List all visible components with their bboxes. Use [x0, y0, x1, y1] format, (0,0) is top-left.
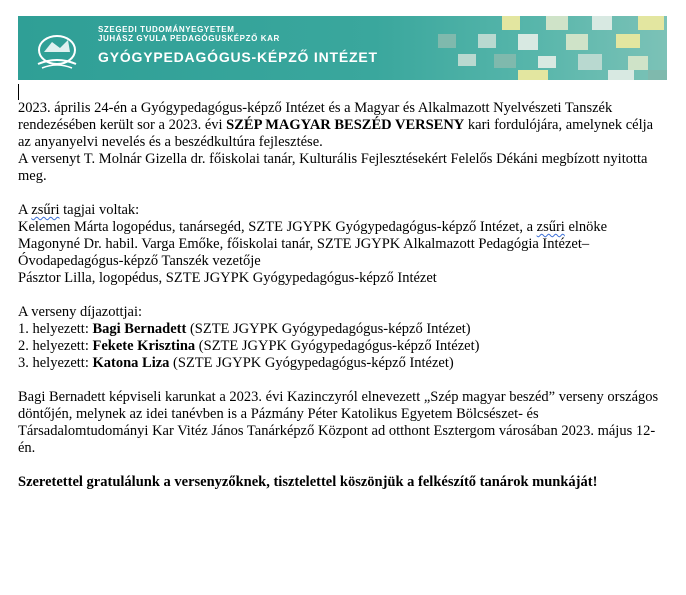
- winner-1: 1. helyezett: Bagi Bernadett (SZTE JGYPK Gyógypedagógus-képző Intézet): [18, 321, 471, 337]
- winner-3: 3. helyezett: Katona Liza (SZTE JGYPK Gyógypedagógus-képző Intézet): [18, 355, 454, 371]
- seal-logo-icon: [32, 30, 82, 72]
- decor-tile: [458, 54, 476, 66]
- decor-tile: [592, 16, 612, 30]
- university-line-2: JUHÁSZ GYULA PEDAGÓGUSKÉPZŐ KAR: [98, 34, 280, 43]
- header-banner: [18, 16, 667, 80]
- winner-2: 2. helyezett: Fekete Krisztina (SZTE JGYPK Gyógypedagógus-képző Intézet): [18, 338, 480, 354]
- decor-tile: [494, 54, 516, 68]
- jury-heading: A zsűri tagjai voltak:: [18, 202, 140, 218]
- winners-heading: A verseny díjazottjai:: [18, 304, 143, 320]
- decor-tile: [608, 70, 634, 80]
- decor-tile: [502, 16, 520, 30]
- decor-tile: [478, 34, 496, 48]
- national-final-paragraph: Bagi Bernadett képviseli karunkat a 2023. évi Kazinczyról elnevezett „Szép magyar beszéd” verseny országos döntőjén, melynek az idei tanévben is a Pázmány Péter Katolikus Egyetem Bölcsészet- és Társadalomtudományi Kar Vitéz János Tanárképző Központ ad otthont Esztergom városában 2023. május 12-én.: [18, 389, 659, 456]
- decor-tile: [438, 34, 456, 48]
- article-body: [18, 100, 668, 491]
- event-name: SZÉP MAGYAR BESZÉD VERSENY: [226, 117, 465, 133]
- decor-tile: [628, 56, 648, 70]
- decor-tile: [546, 16, 568, 30]
- institute-name: GYÓGYPEDAGÓGUS-KÉPZŐ INTÉZET: [98, 49, 378, 65]
- university-name: [98, 25, 280, 43]
- decor-tile: [648, 70, 667, 80]
- decor-tile: [616, 34, 640, 48]
- decor-tile: [518, 70, 548, 80]
- decor-tile: [578, 54, 602, 70]
- intro-paragraph: 2023. április 24-én a Gyógypedagógus-képző Intézet és a Magyar és Alkalmazott Nyelvészeti Tanszék rendezésében került sor a 2023. évi SZÉP MAGYAR BESZÉD VERSENY kari fordulójára, amelynek célja az anyanyelvi nevelés és a beszédkultúra fejlesztése.: [18, 100, 654, 150]
- decor-tile: [518, 34, 538, 50]
- jury-member-3: Pásztor Lilla, logopédus, SZTE JGYPK Gyógypedagógus-képző Intézet: [18, 270, 437, 286]
- decor-tile: [638, 16, 664, 30]
- text-cursor: [18, 84, 19, 100]
- university-line-1: SZEGEDI TUDOMÁNYEGYETEM: [98, 25, 235, 34]
- congratulations: Szeretettel gratulálunk a versenyzőknek, tisztelettel köszönjük a felkészítő tanárok munkáját!: [18, 474, 598, 490]
- decor-tile: [538, 56, 556, 68]
- jury-member-1: Kelemen Márta logopédus, tanársegéd, SZTE JGYPK Gyógypedagógus-képző Intézet, a zsűri elnöke: [18, 219, 608, 235]
- opening-paragraph: A versenyt T. Molnár Gizella dr. főiskolai tanár, Kulturális Fejlesztésekért Felelős Dékáni megbízott nyitotta meg.: [18, 151, 648, 184]
- jury-member-2: Magonyné Dr. habil. Varga Emőke, főiskolai tanár, SZTE JGYPK Alkalmazott Pedagógia Intézet–Óvodapedagógus-képző Tanszék vezetője: [18, 236, 590, 269]
- decor-tile: [566, 34, 588, 50]
